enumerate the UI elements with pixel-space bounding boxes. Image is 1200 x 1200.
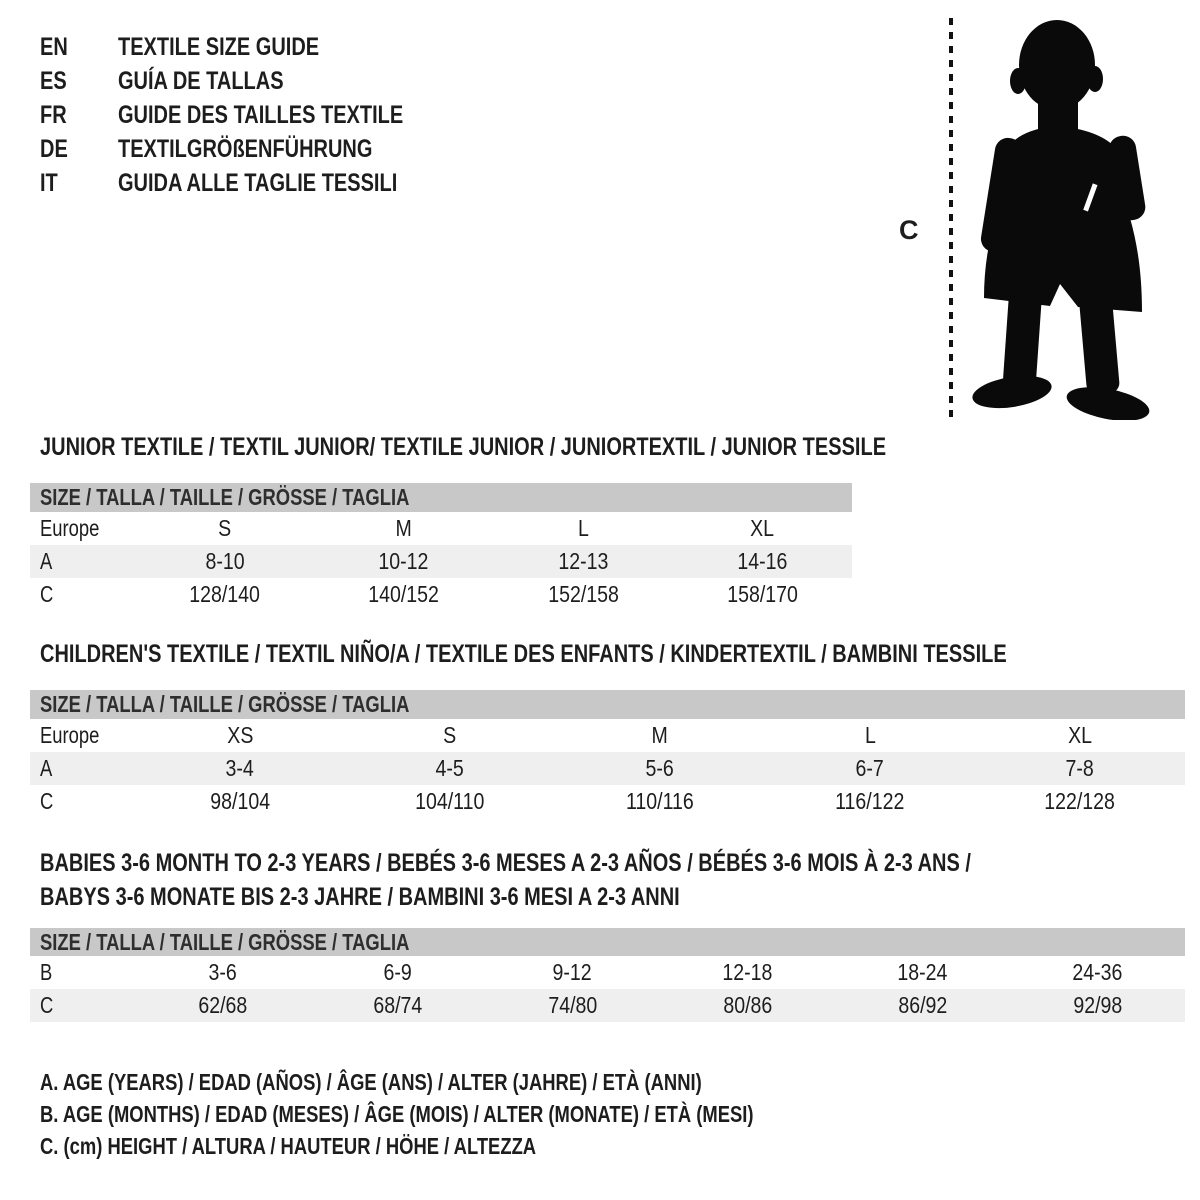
table-row-a [30,752,1185,785]
language-row-es [40,64,475,98]
cell-value [485,992,660,1019]
row-label-text: C [40,788,54,814]
footnote-c-text: C. (cm) HEIGHT / ALTURA / HAUTEUR / HÖHE / ALTEZZA [40,1133,537,1159]
cell-value-text: 86/92 [898,992,947,1018]
table-row-europe [30,719,1185,752]
language-title: GUÍA DE TALLAS [118,67,284,95]
cell-value-text: M [395,515,413,541]
cell-value [975,788,1185,815]
cell-value [310,992,485,1019]
row-label [30,722,135,749]
cell-value [1010,959,1185,986]
cell-value [135,515,314,542]
cell-value-text: 152/158 [547,581,619,607]
row-label-text: A [40,548,53,574]
cell-value-text: 92/98 [1073,992,1122,1018]
cell-value-text: S [443,722,457,748]
language-code: ES [40,67,67,95]
language-code: DE [40,135,68,163]
cell-value-text: M [651,722,669,748]
row-label-text: C [40,581,54,607]
cell-value-text: 104/110 [415,788,485,814]
table-row-europe [30,512,852,545]
row-label-text: Europe [40,515,100,541]
cell-value [835,959,1010,986]
size-table-children [30,637,1185,818]
cell-value [135,788,345,815]
language-code: FR [40,101,67,129]
table-row-c [30,785,1185,818]
row-label [30,992,135,1019]
cell-value-text: 8-10 [205,548,245,574]
cell-value [314,548,493,575]
language-code: EN [40,33,68,61]
row-label [30,515,135,542]
cell-value [314,581,493,608]
cell-value [494,581,673,608]
cell-value-text: 7-8 [1065,755,1095,781]
row-label-text: Europe [40,722,100,748]
footnote-b-text: B. AGE (MONTHS) / EDAD (MESES) / ÂGE (MOIS) / ALTER (MONATE) / ETÀ (MESI) [40,1101,754,1127]
cell-value [765,788,975,815]
size-header-text: SIZE / TALLA / TAILLE / GRÖSSE / TAGLIA [40,928,410,955]
size-header-text: SIZE / TALLA / TAILLE / GRÖSSE / TAGLIA [40,691,410,717]
cell-value [975,755,1185,782]
cell-value-text: 18-24 [897,959,948,985]
table-row-a [30,545,852,578]
cell-value-text: 12-13 [558,548,609,574]
row-label-text: A [40,755,53,781]
cell-value [485,959,660,986]
table-row-c [30,989,1185,1022]
language-title: TEXTILGRÖßENFÜHRUNG [118,135,373,163]
cell-value-text: 3-6 [208,959,237,985]
cell-value [660,959,835,986]
cell-value-text: 140/152 [368,581,440,607]
size-table-babies [30,846,1185,1022]
footnote-a [40,1066,932,1098]
table-title [30,637,1185,671]
height-measure-label: C [899,215,919,245]
language-row-it [40,166,475,200]
table-row-c [30,578,852,611]
table-title-text: JUNIOR TEXTILE / TEXTIL JUNIOR/ TEXTILE JUNIOR / JUNIORTEXTIL / JUNIOR TESSILE [40,433,887,461]
cell-value-text: 6-7 [855,755,885,781]
cell-value [135,581,314,608]
cell-value-text: S [218,515,232,541]
cell-value [135,959,310,986]
cell-value [765,722,975,749]
cell-value [135,992,310,1019]
footnotes-block [40,1066,932,1162]
cell-value [494,548,673,575]
cell-value [345,755,555,782]
size-table-junior [30,430,887,611]
cell-value-text: 4-5 [435,755,465,781]
language-title: TEXTILE SIZE GUIDE [118,33,320,61]
table-title-text: BABIES 3-6 MONTH TO 2-3 YEARS / BEBÉS 3-6 MESES A 2-3 AÑOS / BÉBÉS 3-6 MOIS À 2-3 ANS / [40,849,971,877]
cell-value-text: 110/116 [626,788,694,814]
table-title [30,430,887,464]
cell-value-text: 10-12 [378,548,429,574]
language-title-block [40,30,475,200]
cell-value [1010,992,1185,1019]
language-code: IT [40,169,58,197]
cell-value-text: 14-16 [737,548,788,574]
footnote-b [40,1098,932,1130]
row-label [30,755,135,782]
row-label [30,548,135,575]
table-title-text: BABYS 3-6 MONATE BIS 2-3 JAHRE / BAMBINI 3-6 MESI A 2-3 ANNI [40,883,680,911]
cell-value [135,548,314,575]
size-header-bar [30,928,1185,956]
cell-value [135,755,345,782]
language-row-en [40,30,475,64]
cell-value-text: XS [226,722,254,748]
size-header-text: SIZE / TALLA / TAILLE / GRÖSSE / TAGLIA [40,484,410,510]
cell-value [310,959,485,986]
language-row-fr [40,98,475,132]
cell-value-text: 24-36 [1072,959,1123,985]
cell-value [555,755,765,782]
cell-value [555,788,765,815]
language-title: GUIDE DES TAILLES TEXTILE [118,101,404,129]
cell-value-text: 158/170 [727,581,798,607]
cell-value-text: L [864,722,876,748]
cell-value-text: 5-6 [645,755,675,781]
cell-value-text: 9-12 [552,959,593,985]
row-label [30,959,135,986]
cell-value [135,722,345,749]
footnote-c [40,1130,932,1162]
cell-value [660,992,835,1019]
cell-value-text: 116/122 [835,788,905,814]
cell-value [835,992,1010,1019]
cell-value-text: 68/74 [373,992,422,1018]
cell-value-text: 128/140 [189,581,260,607]
cell-value-text: 74/80 [548,992,597,1018]
row-label [30,581,135,608]
size-header-bar [30,690,1185,719]
cell-value [314,515,493,542]
cell-value-text: 80/86 [723,992,772,1018]
cell-value-text: XL [750,515,775,541]
cell-value-text: 3-4 [225,755,255,781]
cell-value [673,548,852,575]
cell-value [494,515,673,542]
cell-value [673,515,852,542]
cell-value [555,722,765,749]
language-title: GUIDA ALLE TAGLIE TESSILI [118,169,398,197]
table-title [30,846,1185,880]
cell-value-text: 98/104 [210,788,270,814]
cell-value-text: XL [1068,722,1092,748]
row-label-text: C [40,992,54,1018]
table-title [30,880,1185,914]
cell-value-text: 122/128 [1044,788,1116,814]
cell-value-text: 6-9 [383,959,412,985]
toddler-silhouette-icon [950,16,1150,420]
cell-value [975,722,1185,749]
cell-value-text: L [577,515,589,541]
row-label-text: B [40,959,53,985]
cell-value [673,581,852,608]
table-title-text: CHILDREN'S TEXTILE / TEXTIL NIÑO/A / TEXTILE DES ENFANTS / KINDERTEXTIL / BAMBINI TESSILE [40,640,1007,668]
cell-value [765,755,975,782]
row-label [30,788,135,815]
language-row-de [40,132,475,166]
cell-value-text: 62/68 [198,992,247,1018]
table-row-b [30,956,1185,989]
toddler-silhouette-shape [970,20,1150,420]
cell-value-text: 12-18 [722,959,773,985]
footnote-a-text: A. AGE (YEARS) / EDAD (AÑOS) / ÂGE (ANS) / ALTER (JAHRE) / ETÀ (ANNI) [40,1069,702,1095]
cell-value [345,788,555,815]
cell-value [345,722,555,749]
size-header-bar [30,483,852,512]
